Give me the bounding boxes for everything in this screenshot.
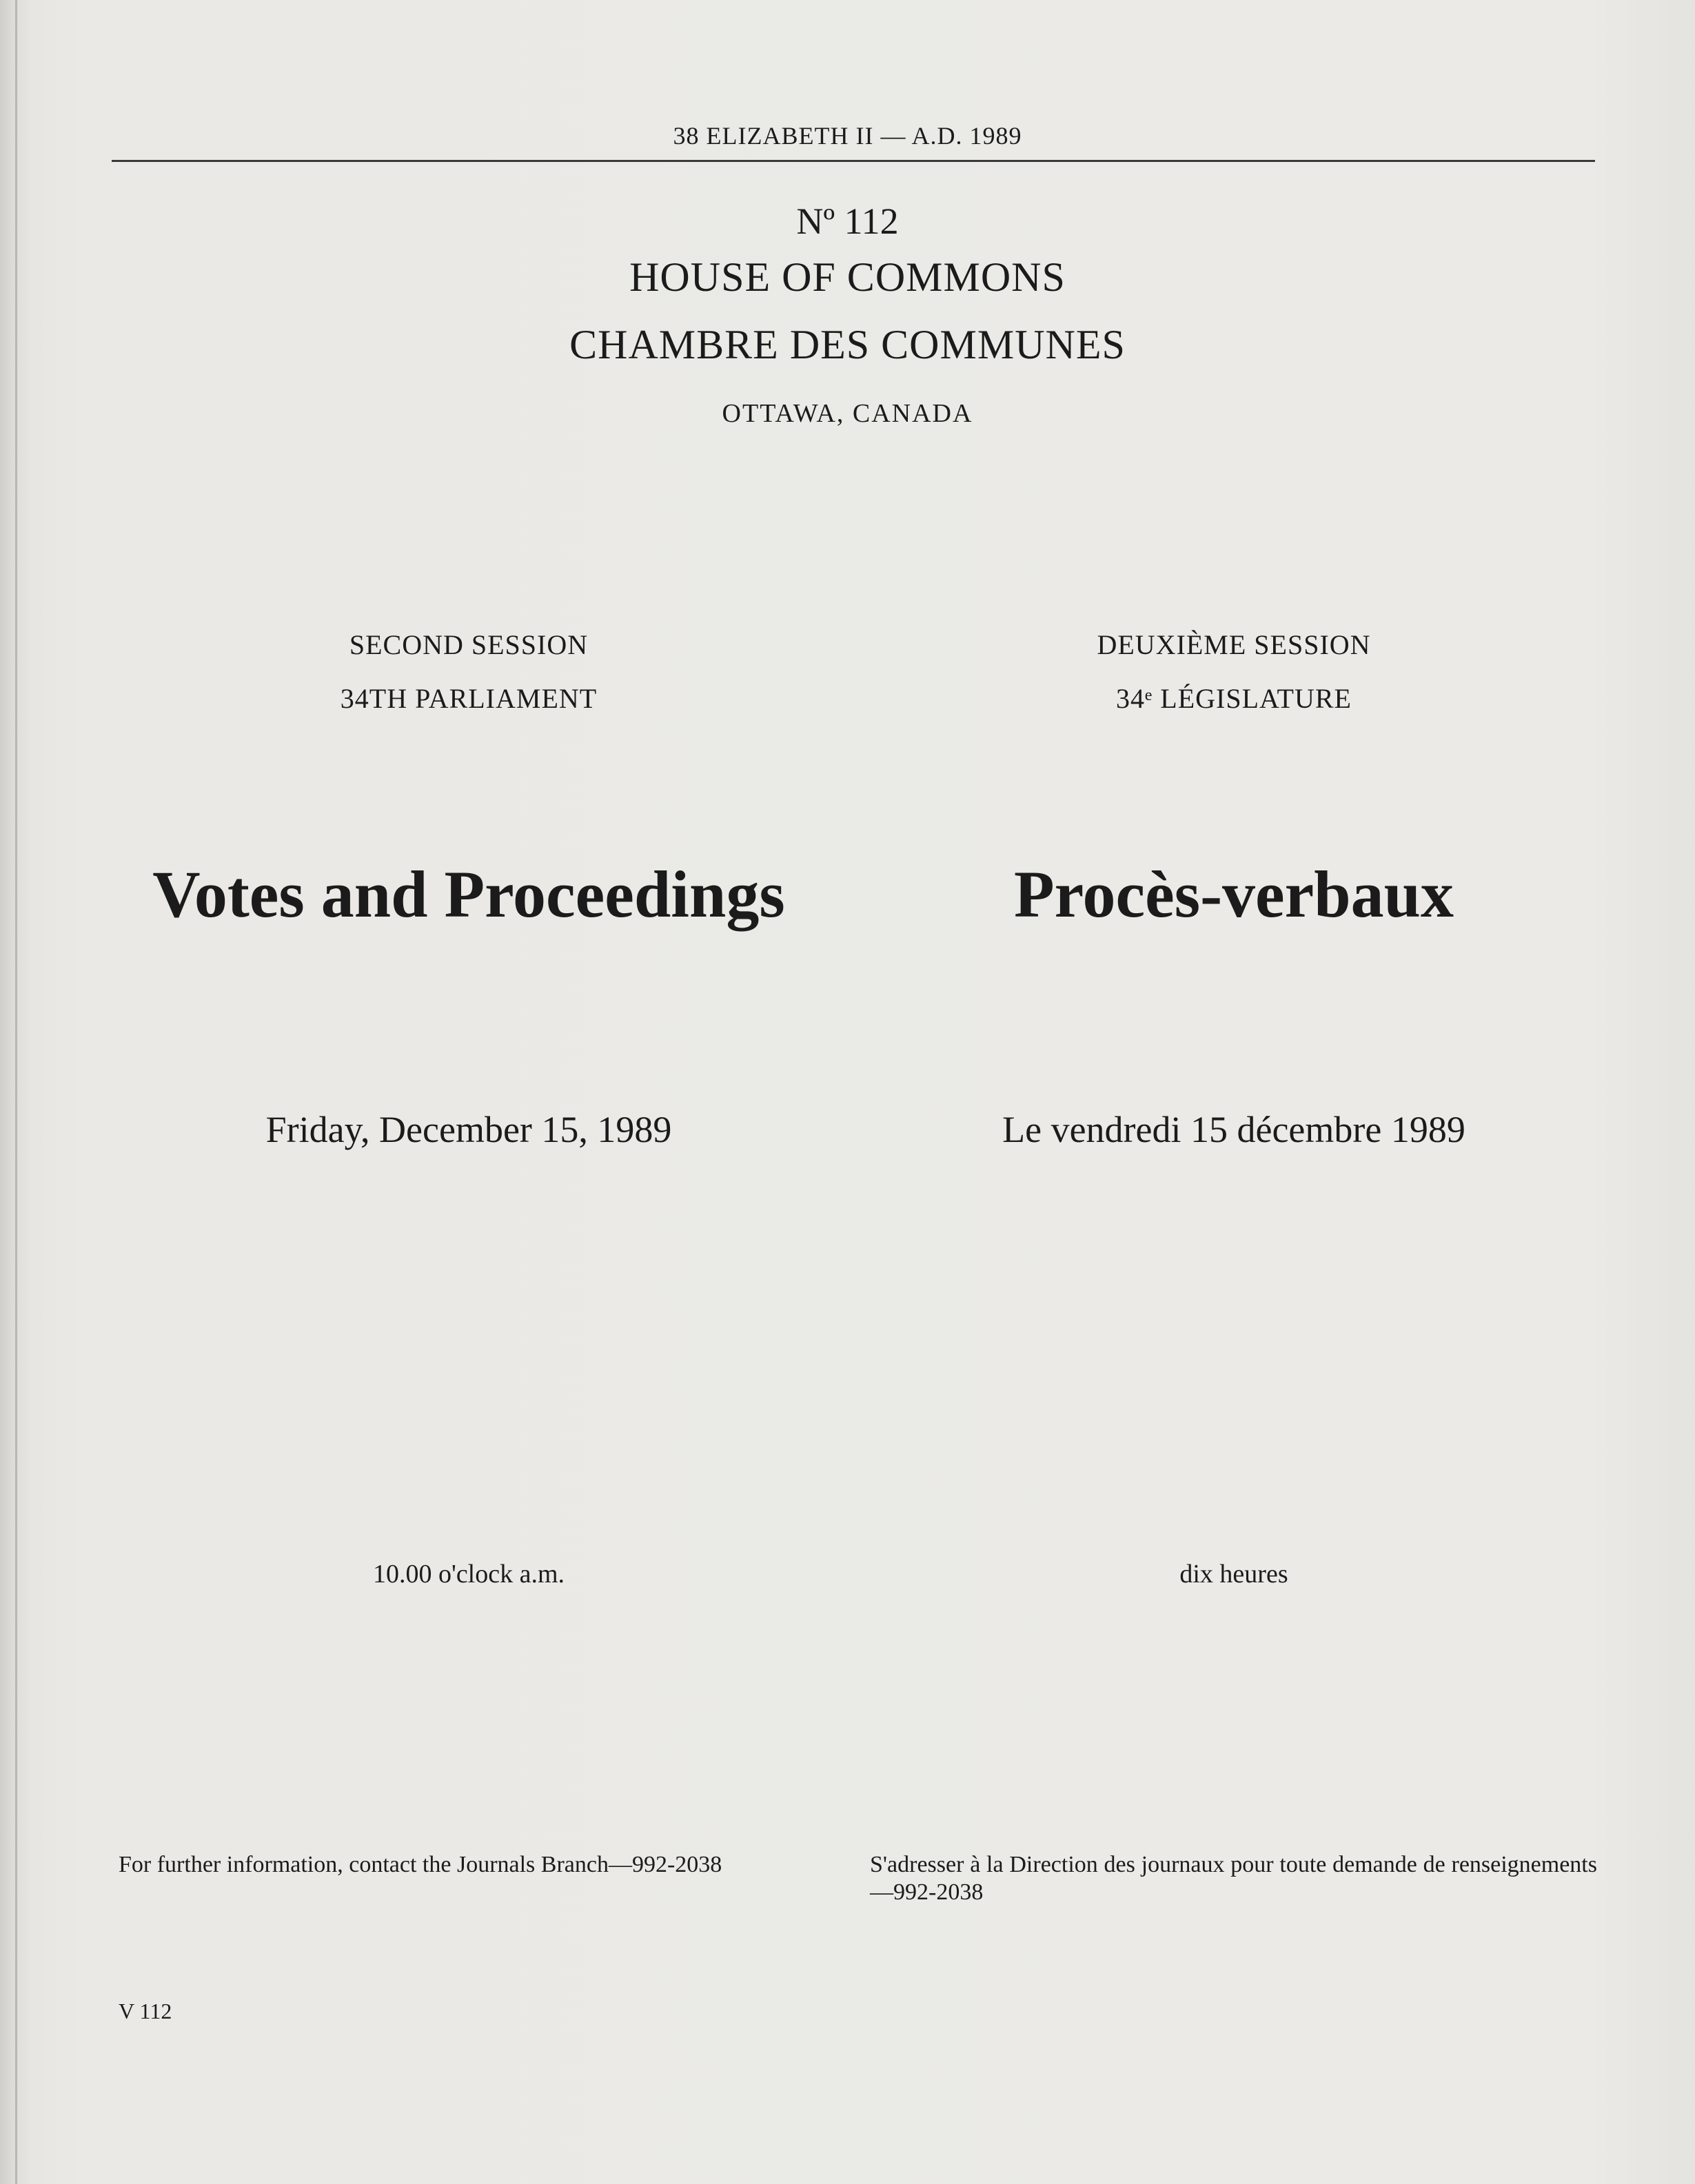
title-english: Votes and Proceedings [152,857,785,931]
sitting-date-french: Le vendredi 15 décembre 1989 [1002,1109,1465,1150]
title-french: Procès-verbaux [1013,857,1454,931]
sitting-time-french: dix heures [1179,1560,1288,1589]
contact-info-french: S'adresser à la Direction des journaux pour toute demande de renseignements—992-2038 [870,1852,1597,1905]
sitting-date-english: Friday, December 15, 1989 [265,1109,672,1150]
session-english: SECOND SESSION [349,629,589,660]
header-rule [112,160,1595,162]
house-name-english: HOUSE OF COMMONS [629,254,1066,300]
parliament-french: 34ᵉ LÉGISLATURE [1116,683,1352,714]
regnal-year-header: 38 ELIZABETH II — A.D. 1989 [673,122,1022,150]
issue-number: Nº 112 [796,201,899,242]
session-french: DEUXIÈME SESSION [1097,629,1371,660]
sitting-time-english: 10.00 o'clock a.m. [372,1560,565,1589]
contact-info-english: For further information, contact the Journals Branch—992-2038 [119,1852,722,1877]
parliament-english: 34TH PARLIAMENT [340,683,598,714]
place-line: OTTAWA, CANADA [722,399,973,428]
house-name-french: CHAMBRE DES COMMUNES [569,322,1126,367]
folio-number: V 112 [119,1999,172,2023]
